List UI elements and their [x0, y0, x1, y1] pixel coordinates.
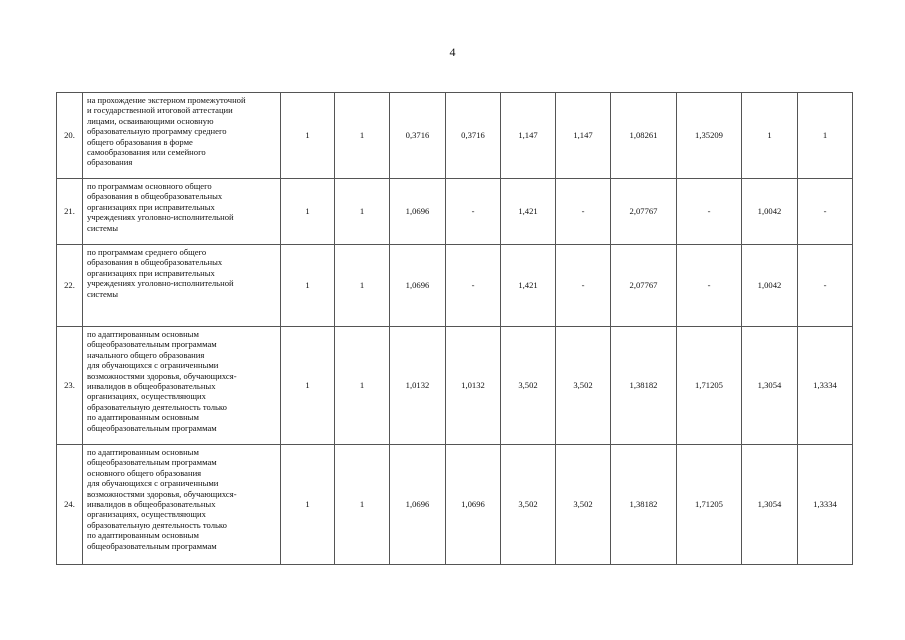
coefficient-cell: 1,0696: [390, 445, 446, 565]
page-number: 4: [449, 45, 456, 59]
row-number: 20.: [57, 93, 83, 179]
coefficient-cell: -: [556, 245, 611, 327]
description-line: самообразования или семейного: [87, 147, 206, 158]
coefficient-cell: 3,502: [501, 327, 556, 445]
coefficient-cell: 1,71205: [677, 327, 742, 445]
description-line: системы: [87, 288, 119, 299]
description-line: начального общего образования: [87, 349, 205, 360]
coefficient-cell: 1: [335, 245, 390, 327]
row-description: [83, 245, 281, 327]
description-line: общеобразовательным программам: [87, 422, 217, 433]
row-description: [83, 93, 281, 179]
coefficient-cell: 1,38182: [611, 445, 677, 565]
row-number: 23.: [57, 327, 83, 445]
coefficient-cell: -: [798, 245, 853, 327]
coefficient-cell: 0,3716: [446, 93, 501, 179]
description-line: образования в общеобразовательных: [87, 257, 223, 268]
table-row: [57, 245, 853, 327]
coefficient-cell: 1,38182: [611, 327, 677, 445]
coefficient-cell: 1: [335, 179, 390, 245]
coefficient-cell: -: [798, 179, 853, 245]
description-line: и государственной итоговой аттестации: [87, 105, 233, 116]
description-line: образовательную программу среднего: [87, 126, 227, 137]
coefficient-cell: -: [677, 179, 742, 245]
description-line: лицами, осваивающими основную: [87, 115, 214, 126]
coefficient-cell: 1: [281, 179, 335, 245]
coefficient-cell: 1,35209: [677, 93, 742, 179]
description-line: по адаптированным основным: [87, 412, 199, 423]
coefficient-cell: 1,0696: [390, 245, 446, 327]
coefficient-cell: 1: [335, 445, 390, 565]
description-line: по адаптированным основным: [87, 447, 199, 457]
coefficient-cell: 1: [281, 93, 335, 179]
table-row: [57, 93, 853, 179]
coefficient-cell: 1,0696: [446, 445, 501, 565]
description-line: по адаптированным основным: [87, 329, 199, 339]
coefficient-cell: 1,0042: [742, 179, 798, 245]
coefficient-cell: -: [677, 245, 742, 327]
table-row: [57, 179, 853, 245]
row-description: [83, 327, 281, 445]
row-number: 21.: [57, 179, 83, 245]
coefficient-cell: 2,07767: [611, 245, 677, 327]
coefficient-cell: 1: [335, 93, 390, 179]
description-line: по программам среднего общего: [87, 247, 207, 257]
description-line: организациях при исправительных: [87, 201, 215, 212]
coefficient-cell: 1: [742, 93, 798, 179]
coefficient-cell: 1: [281, 445, 335, 565]
coefficient-cell: 1,421: [501, 245, 556, 327]
row-description: [83, 179, 281, 245]
description-line: системы: [87, 222, 119, 233]
table-row: [57, 445, 853, 565]
description-line: возможностями здоровья, обучающихся-: [87, 370, 237, 381]
description-line: учреждениях уголовно-исполнительной: [87, 212, 234, 223]
coefficient-cell: 0,3716: [390, 93, 446, 179]
coefficient-cell: 1,147: [501, 93, 556, 179]
coefficient-cell: 3,502: [556, 327, 611, 445]
coefficient-cell: 1,147: [556, 93, 611, 179]
coefficient-cell: 1,71205: [677, 445, 742, 565]
description-line: учреждениях уголовно-исполнительной: [87, 278, 234, 289]
description-line: образования: [87, 157, 133, 168]
coefficient-cell: 1: [281, 245, 335, 327]
description-line: организациях, осуществляющих: [87, 391, 206, 402]
row-number: 24.: [57, 445, 83, 565]
coefficient-cell: 1: [281, 327, 335, 445]
coefficient-cell: 1,421: [501, 179, 556, 245]
table-row: [57, 327, 853, 445]
description-line: инвалидов в общеобразовательных: [87, 499, 216, 510]
description-line: на прохождение экстерном промежуточной: [87, 95, 246, 105]
description-line: образовательную деятельность только: [87, 401, 227, 412]
table-body: [57, 93, 853, 565]
description-line: инвалидов в общеобразовательных: [87, 381, 216, 392]
description-line: образовательную деятельность только: [87, 519, 227, 530]
coefficient-cell: 3,502: [556, 445, 611, 565]
coefficient-cell: 1,3334: [798, 327, 853, 445]
description-line: возможностями здоровья, обучающихся-: [87, 488, 237, 499]
coefficient-cell: 1,3054: [742, 327, 798, 445]
coefficient-cell: 2,07767: [611, 179, 677, 245]
coefficient-cell: 1: [798, 93, 853, 179]
coefficient-cell: 1,3054: [742, 445, 798, 565]
description-line: общеобразовательным программам: [87, 339, 217, 350]
coefficient-cell: -: [446, 245, 501, 327]
coefficient-cell: 1,0132: [446, 327, 501, 445]
coefficient-cell: 3,502: [501, 445, 556, 565]
coefficient-cell: 1,0696: [390, 179, 446, 245]
coefficient-cell: -: [556, 179, 611, 245]
description-line: по программам основного общего: [87, 181, 212, 191]
description-line: образования в общеобразовательных: [87, 191, 223, 202]
description-line: основного общего образования: [87, 467, 202, 478]
description-line: общеобразовательным программам: [87, 457, 217, 468]
row-description: [83, 445, 281, 565]
coefficient-cell: 1,08261: [611, 93, 677, 179]
description-line: для обучающихся с ограниченными: [87, 360, 219, 371]
row-number: 22.: [57, 245, 83, 327]
description-line: общеобразовательным программам: [87, 540, 217, 551]
coefficient-cell: -: [446, 179, 501, 245]
coefficient-cell: 1,0042: [742, 245, 798, 327]
description-line: общего образования в форме: [87, 136, 193, 147]
description-line: для обучающихся с ограниченными: [87, 478, 219, 489]
description-line: организациях при исправительных: [87, 267, 215, 278]
description-line: по адаптированным основным: [87, 530, 199, 541]
description-line: организациях, осуществляющих: [87, 509, 206, 520]
coefficient-cell: 1: [335, 327, 390, 445]
coefficient-cell: 1,3334: [798, 445, 853, 565]
coefficient-cell: 1,0132: [390, 327, 446, 445]
coefficients-table: [56, 92, 853, 565]
